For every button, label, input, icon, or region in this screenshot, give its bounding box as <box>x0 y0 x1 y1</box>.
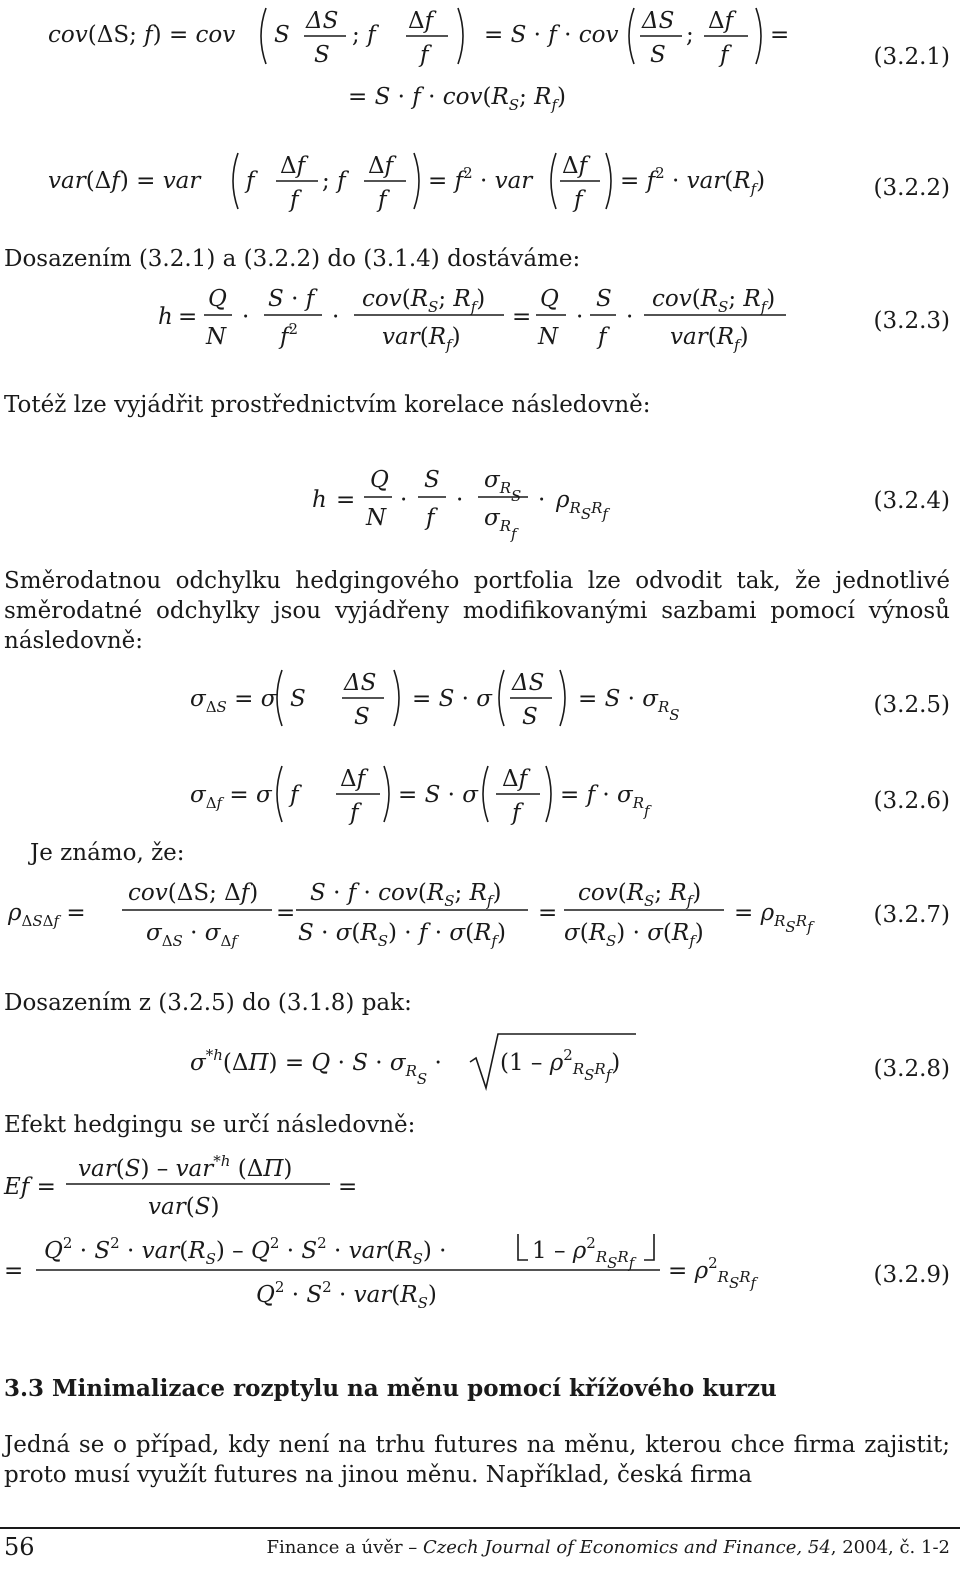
equation-number: (3.2.9) <box>873 1262 950 1288</box>
svg-text:S: S <box>290 686 306 712</box>
svg-text:cov(RS; Rf): $cov(R_S$; $R_f$) <box>652 286 776 316</box>
paragraph: Dosazením (3.2.1) a (3.2.2) do (3.1.4) dostáváme: <box>4 246 581 272</box>
svg-text:N: N <box>366 505 387 531</box>
page-number: 56 <box>4 1533 35 1561</box>
equation-3-2-2 <box>0 145 860 225</box>
equation-number: (3.2.5) <box>873 692 950 718</box>
svg-text:Q2 · S2 · var(RS): $Q^2 \cdot S^2 \cdot var(R_S)$ <box>256 1278 437 1312</box>
svg-text:cov(ΔS; f) = cov: cov(ΔS; f) = cov <box>48 22 236 48</box>
svg-text:= f · σRf: = $f \cdot \sigma_{Rf}$ <box>560 782 650 820</box>
svg-text:ρRSRf: $\rho_{RS}^R_f$ <box>556 487 608 523</box>
svg-text:=: = <box>4 1258 24 1284</box>
svg-text:=: = <box>336 487 356 513</box>
svg-text:f: f <box>512 800 521 826</box>
svg-text:;: ; <box>686 22 694 48</box>
svg-text:Q2 · S2 · var(RS) – Q2 · S2 ·: $Q^2 \cdot S^2 \cdot var(R_S) - Q^2 \cdot S^2 \cdot var(R_S)$ · <box>44 1234 447 1268</box>
svg-text:var(Δf) = var: var(Δf) = var <box>48 168 201 194</box>
svg-text:σ*h(ΔΠ) = Q · S · σRS ·: $\sigma^*h(\Delta\Pi) = Q \cdot S \cdot \sigma_{RS}$ · <box>190 1046 442 1088</box>
svg-text:S: S <box>354 704 370 730</box>
svg-text:f: f <box>420 42 429 68</box>
svg-text:var(S): var(S) <box>148 1194 220 1220</box>
svg-text:f: f <box>598 324 607 350</box>
svg-text:=: = <box>538 900 558 926</box>
equation-number: (3.2.8) <box>873 1056 950 1082</box>
svg-text:ΔS: ΔS <box>306 8 339 34</box>
equation-3-2-1 <box>0 0 860 114</box>
svg-text:S: S <box>314 42 330 68</box>
svg-text:S · σ(RS) · f · σ(Rf): $S \cdot \sigma(R_S) \cdot f \cdot \sigma(R_f)$ <box>298 920 506 950</box>
svg-text:N: N <box>538 324 559 350</box>
svg-text:S: S <box>596 286 612 312</box>
equation-3-2-3 <box>0 278 860 368</box>
svg-text:·: · <box>576 304 584 330</box>
svg-text:= ρ2RSRf: = $\rho^2_{RS}^R_f$ <box>668 1254 757 1292</box>
svg-text:; f: ; f <box>322 168 346 194</box>
svg-text:Q: Q <box>370 467 389 493</box>
svg-text:f2: $f^2$ <box>280 320 299 350</box>
paragraph: Totéž lze vyjádřit prostřednictvím korelace následovně: <box>4 392 651 418</box>
svg-text:ΔS: ΔS <box>344 670 377 696</box>
svg-text:Q: Q <box>208 286 227 312</box>
svg-text:f: f <box>720 42 729 68</box>
svg-text:= f2 · var(Rf): = $f^2 \cdot var(R_f)$ <box>620 164 766 198</box>
svg-text:h: h <box>312 487 327 513</box>
svg-text:S: S <box>522 704 538 730</box>
svg-text:σΔf = σ: $\sigma_\Delta f = \sigma$ <box>190 782 272 812</box>
equation-3-2-9 <box>0 1228 860 1318</box>
svg-text:Δf: Δf <box>280 153 306 179</box>
paragraph: Směrodatnou odchylku hedgingového portfolia lze odvodit tak, že jednotlivé směrodatné odchylky jsou vyjádřeny modifikovanými sazbami pomocí výnosů následovně: <box>4 568 950 654</box>
svg-text:ΔS: ΔS <box>512 670 545 696</box>
svg-text:cov(RS; Rf): $cov(R_S$; $R_f$) <box>578 880 702 910</box>
svg-text:var(S) – var*h (ΔΠ): var(S) – var*h (ΔΠ) <box>78 1152 293 1182</box>
svg-text:(1 – ρ2RSRf): $(1 - \rho^2_{RS}^R_f)$ <box>500 1046 621 1084</box>
paragraph: Efekt hedgingu se určí následovně: <box>4 1112 416 1138</box>
svg-text:Δf: Δf <box>708 8 734 34</box>
svg-text:=: = <box>770 22 790 48</box>
svg-text:ΔS: ΔS <box>642 8 675 34</box>
svg-text:f: f <box>350 800 359 826</box>
svg-text:cov(ΔS; Δf): cov(ΔS; Δf) <box>128 880 259 906</box>
svg-text:·: · <box>242 304 250 330</box>
svg-text:var(Rf): $var(R_f)$ <box>382 324 461 354</box>
svg-text:Δf: Δf <box>502 766 528 792</box>
equation-3-2-4 <box>0 455 860 545</box>
svg-text:σRf: $\sigma_{Rf}$ <box>484 505 517 543</box>
svg-text:var(Rf): $var(R_f)$ <box>670 324 749 354</box>
svg-text:S: S <box>650 42 666 68</box>
equation-number: (3.2.3) <box>873 308 950 334</box>
svg-text:·: · <box>400 487 408 513</box>
svg-text:f: f <box>290 782 299 808</box>
equation-3-2-8 <box>0 1030 860 1100</box>
equation-ef <box>0 1150 860 1230</box>
svg-text:Δf: Δf <box>340 766 366 792</box>
svg-text:σRS: $\sigma_{RS}$ <box>484 467 522 505</box>
svg-text:=: = <box>178 304 198 330</box>
svg-text:f: f <box>290 187 299 213</box>
svg-text:f: f <box>426 505 435 531</box>
svg-text:Ef =: Ef = <box>4 1174 56 1200</box>
equation-number: (3.2.7) <box>873 902 950 928</box>
svg-text:h: h <box>158 304 173 330</box>
svg-text:N: N <box>206 324 227 350</box>
svg-text:cov(RS; Rf): $cov(R_S$; $R_f$) <box>362 286 486 316</box>
svg-text:=: = <box>512 304 532 330</box>
svg-text:=: = <box>276 900 296 926</box>
svg-text:=: = <box>338 1174 358 1200</box>
equation-number: (3.2.2) <box>873 175 950 201</box>
svg-text:= S · σRS: = $S \cdot \sigma_{RS}$ <box>578 686 680 724</box>
svg-text:1 – ρ2RSRf: $1 - \rho^2_{RS}^R_f$ <box>532 1234 635 1272</box>
svg-text:·: · <box>538 487 546 513</box>
equation-number: (3.2.4) <box>873 488 950 514</box>
svg-text:= S · f · cov(RS; Rf): = $S \cdot f \cdot cov(R_S$; $R_f$) <box>348 84 567 114</box>
equation-number: (3.2.6) <box>873 788 950 814</box>
svg-text:Δf: Δf <box>562 153 588 179</box>
equation-3-2-6 <box>0 756 860 836</box>
paragraph: Jedná se o případ, kdy není na trhu futures na měnu, kterou chce firma zajistit; proto musí využít futures na jinou měnu. Například, česká firma <box>4 1432 950 1488</box>
svg-text:·: · <box>456 487 464 513</box>
svg-text:S: S <box>424 467 440 493</box>
svg-text:f: f <box>378 187 387 213</box>
svg-text:= ρRSRf: = $\rho_{RS}^R_f$ <box>734 900 813 936</box>
svg-text:f: f <box>246 168 255 194</box>
journal-citation: Finance a úvěr – Czech Journal of Economics and Finance, 54, 2004, č. 1-2 <box>266 1537 950 1558</box>
svg-text:; f: ; f <box>352 22 376 48</box>
paragraph: Dosazením z (3.2.5) do (3.1.8) pak: <box>4 990 412 1016</box>
svg-text:·: · <box>626 304 634 330</box>
svg-text:σ(RS) · σ(Rf): $\sigma(R_S) \cdot \sigma(R_f)$ <box>564 920 704 950</box>
svg-text:ρΔSΔf =: $\rho_\Delta S\Delta f$ = <box>8 900 86 930</box>
svg-text:S · f: S · f <box>268 286 315 312</box>
svg-text:Δf: Δf <box>368 153 394 179</box>
equation-3-2-7 <box>0 870 860 960</box>
svg-text:Q: Q <box>540 286 559 312</box>
equation-3-2-5 <box>0 660 860 740</box>
svg-text:= S · σ: = S · σ <box>412 686 492 712</box>
paragraph: Je známo, že: <box>30 840 185 866</box>
svg-text:σΔS · σΔf: $\sigma_\Delta S \cdot \sigma_\Delta f$ <box>146 920 237 950</box>
svg-text:S: S <box>274 22 290 48</box>
svg-text:= f2 · var: = $f^2$ · var <box>428 164 533 194</box>
equation-number: (3.2.1) <box>873 44 950 70</box>
svg-text:·: · <box>332 304 340 330</box>
section-heading: 3.3 Minimalizace rozptylu na měnu pomocí křížového kurzu <box>4 1375 777 1402</box>
svg-text:S · f · cov(RS; Rf): $S \cdot f \cdot cov(R_S$; $R_f$) <box>310 880 502 910</box>
svg-text:Δf: Δf <box>408 8 434 34</box>
footer-rule <box>0 1527 960 1529</box>
svg-text:= S · σ: = S · σ <box>398 782 478 808</box>
svg-text:σΔS = σ: $\sigma_\Delta S = \sigma$ <box>190 686 277 716</box>
svg-text:f: f <box>574 187 583 213</box>
svg-text:= S · f · cov: = S · f · cov <box>484 22 619 48</box>
